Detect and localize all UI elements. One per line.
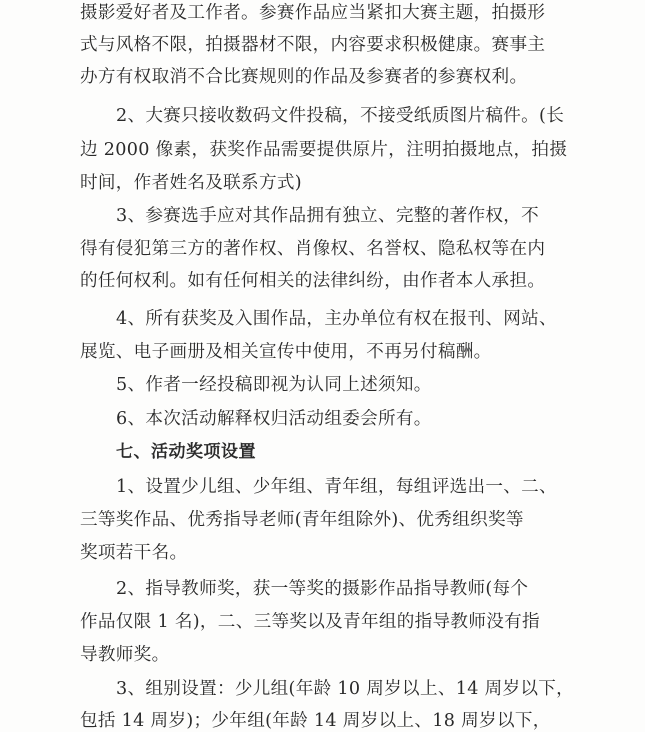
- text-line-7: 3、参赛选手应对其作品拥有独立、完整的著作权，不: [116, 206, 540, 226]
- text-line-22: 包括 14 周岁)；少年组(年龄 14 周岁以上、18 周岁以下，: [80, 711, 551, 731]
- text-line-6: 时间，作者姓名及联系方式): [80, 173, 302, 193]
- text-line-13: 6、本次活动解释权归活动组委会所有。: [116, 409, 432, 429]
- section-heading-awards: 七、活动奖项设置: [116, 442, 256, 462]
- text-line-9: 的任何权利。如有任何相关的法律纠纷，由作者本人承担。: [80, 271, 546, 291]
- text-line-12: 5、作者一经投稿即视为认同上述须知。: [116, 375, 432, 395]
- text-line-11: 展览、电子画册及相关宣传中使用，不再另付稿酬。: [80, 342, 492, 362]
- text-line-5: 边 2000 像素，获奖作品需要提供原片，注明拍摄地点，拍摄: [80, 140, 568, 160]
- text-line-15: 1、设置少儿组、少年组、青年组，每组评选出一、二、: [116, 477, 557, 497]
- text-line-17: 奖项若干名。: [80, 543, 188, 563]
- text-line-18: 2、指导教师奖，获一等奖的摄影作品指导教师(每个: [116, 579, 529, 599]
- text-line-8: 得有侵犯第三方的著作权、肖像权、名誉权、隐私权等在内: [80, 239, 546, 259]
- text-line-10: 4、所有获奖及入围作品，主办单位有权在报刊、网站、: [116, 309, 557, 329]
- text-line-20: 导教师奖。: [80, 645, 170, 665]
- text-line-2: 式与风格不限，拍摄器材不限，内容要求积极健康。赛事主: [80, 35, 546, 55]
- text-line-16: 三等奖作品、优秀指导老师(青年组除外)、优秀组织奖等: [80, 510, 524, 530]
- text-line-4: 2、大赛只接收数码文件投稿，不接受纸质图片稿件。(长: [116, 106, 565, 126]
- text-line-1: 摄影爱好者及工作者。参赛作品应当紧扣大赛主题，拍摄形: [80, 3, 546, 23]
- text-line-21: 3、组别设置：少儿组(年龄 10 周岁以上、14 周岁以下，: [116, 679, 575, 699]
- text-line-19: 作品仅限 1 名)，二、三等奖以及青年组的指导教师没有指: [80, 612, 540, 632]
- text-line-3: 办方有权取消不合比赛规则的作品及参赛者的参赛权利。: [80, 67, 528, 87]
